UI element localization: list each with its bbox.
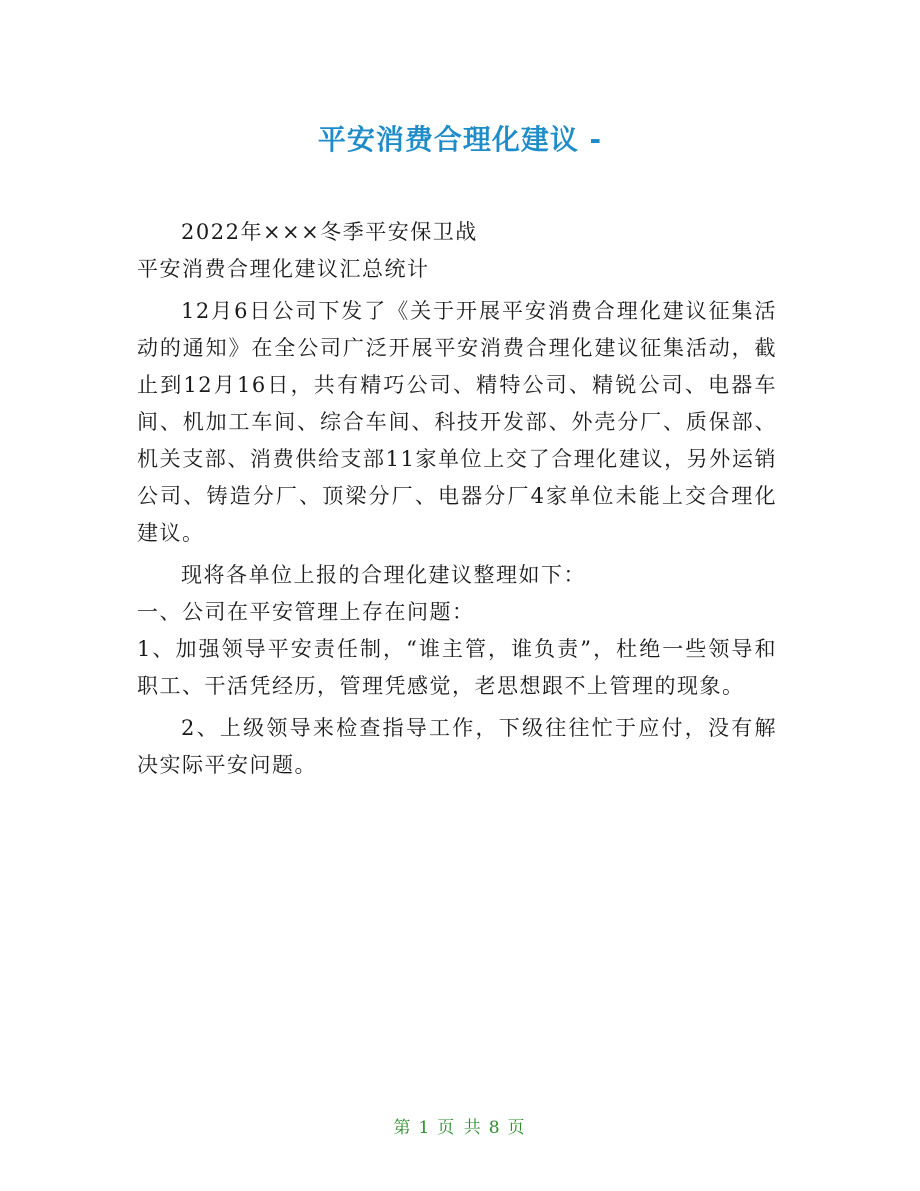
document-title: 平安消费合理化建议 - [317, 123, 603, 156]
document-body [137, 214, 777, 784]
list-item-2: 2、上级领导来检查指导工作，下级往往忙于应付，没有解决实际平安问题。 [137, 716, 777, 777]
footer-mid: 页 共 [437, 1118, 483, 1138]
section-heading-problems: 一、公司在平安管理上存在问题： [137, 600, 475, 624]
paragraph-intro: 现将各单位上报的合理化建议整理如下： [181, 563, 586, 587]
paragraph-notice-summary: 12月6日公司下发了《关于开展平安消费合理化建议征集活动的通知》在全公司广泛开展平安消费合理化建议征集活动，截止到12月16日，共有精巧公司、精特公司、精锐公司、电器车间、机加工车间、综合车间、科技开发部、外壳分厂、质保部、机关支部、消费供给支部11家单位上交了合理化建议，另外运销公司、铸造分厂、顶梁分厂、电器分厂4家单位未能上交合理化建议。 [137, 299, 777, 545]
list-item-1: 1、加强领导平安责任制，“谁主管，谁负责”，杜绝一些领导和职工、干活凭经历，管理凭感觉，老思想跟不上管理的现象。 [137, 637, 777, 698]
paragraph-campaign-name: 2022年×××冬季平安保卫战 [181, 220, 478, 244]
footer-total-pages: 8 [488, 1118, 502, 1138]
page-footer [0, 1113, 920, 1138]
paragraph-summary-heading: 平安消费合理化建议汇总统计 [137, 257, 430, 281]
footer-suffix: 页 [507, 1118, 527, 1138]
footer-prefix: 第 [393, 1118, 413, 1138]
footer-current-page: 1 [418, 1118, 432, 1138]
